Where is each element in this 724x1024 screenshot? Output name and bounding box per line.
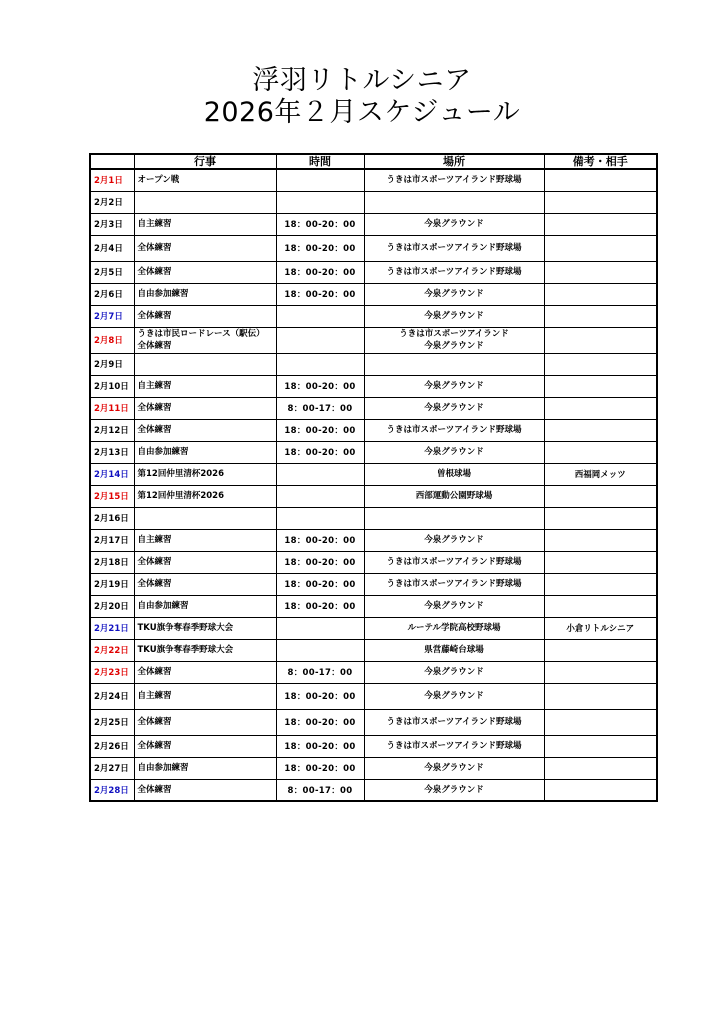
- event-line: TKU旗争奪春季野球大会: [137, 645, 234, 655]
- place-line: 今泉グラウンド: [424, 403, 484, 413]
- event-line: 自由参加練習: [137, 447, 189, 457]
- cell-place: [364, 595, 544, 617]
- cell-date: 2月15日: [90, 485, 134, 507]
- cell-date: 2月18日: [90, 551, 134, 573]
- cell-time: [276, 327, 364, 353]
- cell-event: [134, 683, 276, 709]
- header-note: 備考・相手: [544, 154, 657, 169]
- event-line: 全体練習: [137, 243, 172, 253]
- table-row: [90, 353, 657, 375]
- table-row: [90, 191, 657, 213]
- table-row: [90, 507, 657, 529]
- cell-place: [364, 735, 544, 757]
- cell-date: 2月21日: [90, 617, 134, 639]
- cell-place: [364, 683, 544, 709]
- cell-event: [134, 169, 276, 191]
- place-line: 今泉グラウンド: [424, 341, 484, 351]
- cell-event: [134, 529, 276, 551]
- cell-event: [134, 283, 276, 305]
- table-row: [90, 639, 657, 661]
- place-line: 今泉グラウンド: [424, 289, 484, 299]
- event-line: 全体練習: [137, 741, 172, 751]
- cell-event: [134, 419, 276, 441]
- place-line: 今泉グラウンド: [424, 784, 484, 795]
- cell-time: [276, 485, 364, 507]
- cell-note: 西福岡メッツ: [544, 463, 657, 485]
- place-line: うきは市スポーツアイランド野球場: [386, 243, 522, 253]
- cell-note: [544, 169, 657, 191]
- place-line: 今泉グラウンド: [424, 311, 484, 321]
- cell-event: [134, 779, 276, 801]
- cell-time: 8：00-17：00: [276, 661, 364, 683]
- event-line: TKU旗争奪春季野球大会: [137, 623, 234, 633]
- cell-time: 18：00-20：00: [276, 551, 364, 573]
- cell-event: [134, 639, 276, 661]
- cell-event: [134, 191, 276, 213]
- cell-note: [544, 779, 657, 801]
- table-row: [90, 375, 657, 397]
- table-row: [90, 779, 657, 801]
- cell-note: [544, 661, 657, 683]
- cell-place: [364, 661, 544, 683]
- cell-date: 2月12日: [90, 419, 134, 441]
- cell-time: [276, 463, 364, 485]
- event-line: 全体練習: [137, 557, 172, 567]
- table-row: [90, 305, 657, 327]
- cell-date: 2月13日: [90, 441, 134, 463]
- cell-event: [134, 617, 276, 639]
- place-line: 西部運動公園野球場: [415, 491, 493, 501]
- event-line: 全体練習: [137, 341, 172, 351]
- cell-date: 2月4日: [90, 235, 134, 261]
- cell-place: [364, 709, 544, 735]
- cell-place: [364, 507, 544, 529]
- cell-note: [544, 191, 657, 213]
- cell-event: [134, 375, 276, 397]
- table-row: [90, 397, 657, 419]
- cell-place: [364, 779, 544, 801]
- cell-place: [364, 305, 544, 327]
- cell-note: [544, 213, 657, 235]
- table-row: [90, 235, 657, 261]
- cell-date: 2月26日: [90, 735, 134, 757]
- cell-place: [364, 261, 544, 283]
- cell-place: [364, 529, 544, 551]
- table-row: [90, 709, 657, 735]
- table-row: [90, 169, 657, 191]
- cell-date: 2月17日: [90, 529, 134, 551]
- table-row: [90, 261, 657, 283]
- cell-time: [276, 353, 364, 375]
- cell-event: [134, 261, 276, 283]
- place-line: うきは市スポーツアイランド野球場: [386, 267, 522, 277]
- cell-note: [544, 683, 657, 709]
- event-line: 自主練習: [137, 535, 172, 545]
- cell-place: [364, 375, 544, 397]
- cell-note: [544, 327, 657, 353]
- header-time: 時間: [276, 154, 364, 169]
- cell-note: [544, 735, 657, 757]
- cell-place: [364, 639, 544, 661]
- cell-date: 2月1日: [90, 169, 134, 191]
- place-line: うきは市スポーツアイランド野球場: [386, 579, 522, 589]
- cell-note: [544, 551, 657, 573]
- cell-time: 18：00-20：00: [276, 213, 364, 235]
- event-line: 全体練習: [137, 579, 172, 589]
- cell-place: [364, 353, 544, 375]
- cell-event: [134, 397, 276, 419]
- table-row: [90, 441, 657, 463]
- cell-event: [134, 353, 276, 375]
- place-line: 今泉グラウンド: [424, 601, 484, 611]
- event-line: 自由参加練習: [137, 763, 189, 773]
- cell-time: [276, 169, 364, 191]
- table-row: [90, 419, 657, 441]
- cell-note: [544, 235, 657, 261]
- place-line: 今泉グラウンド: [424, 691, 484, 701]
- table-row: [90, 617, 657, 639]
- cell-note: [544, 573, 657, 595]
- cell-date: 2月19日: [90, 573, 134, 595]
- cell-event: [134, 327, 276, 353]
- cell-time: 18：00-20：00: [276, 573, 364, 595]
- place-line: 今泉グラウンド: [424, 447, 484, 457]
- cell-time: 18：00-20：00: [276, 709, 364, 735]
- header-event: 行事: [134, 154, 276, 169]
- cell-time: 18：00-20：00: [276, 441, 364, 463]
- event-line: 全体練習: [137, 717, 172, 727]
- cell-note: [544, 507, 657, 529]
- cell-time: 18：00-20：00: [276, 529, 364, 551]
- cell-event: [134, 551, 276, 573]
- cell-date: 2月14日: [90, 463, 134, 485]
- cell-time: 8：00-17：00: [276, 397, 364, 419]
- cell-date: 2月11日: [90, 397, 134, 419]
- cell-place: [364, 169, 544, 191]
- cell-time: 18：00-20：00: [276, 735, 364, 757]
- cell-note: [544, 757, 657, 779]
- table-row: [90, 213, 657, 235]
- header-place: 場所: [364, 154, 544, 169]
- cell-time: 18：00-20：00: [276, 757, 364, 779]
- place-line: うきは市スポーツアイランド: [399, 329, 509, 339]
- cell-event: [134, 235, 276, 261]
- cell-time: 18：00-20：00: [276, 419, 364, 441]
- event-line: 全体練習: [137, 311, 172, 321]
- cell-note: [544, 305, 657, 327]
- cell-place: [364, 397, 544, 419]
- event-line: 自主練習: [137, 381, 172, 391]
- place-line: うきは市スポーツアイランド野球場: [386, 425, 522, 435]
- place-line: うきは市スポーツアイランド野球場: [386, 175, 522, 186]
- event-line: うきは市民ロードレース（駅伝）: [137, 329, 265, 339]
- cell-note: [544, 485, 657, 507]
- cell-time: 18：00-20：00: [276, 375, 364, 397]
- event-line: 自由参加練習: [137, 601, 189, 611]
- table-header-row: [90, 154, 657, 169]
- cell-note: 小倉リトルシニア: [544, 617, 657, 639]
- cell-date: 2月2日: [90, 191, 134, 213]
- cell-place: [364, 463, 544, 485]
- cell-time: 18：00-20：00: [276, 595, 364, 617]
- cell-place: [364, 441, 544, 463]
- table-row: [90, 757, 657, 779]
- cell-note: [544, 529, 657, 551]
- cell-event: [134, 441, 276, 463]
- cell-event: [134, 463, 276, 485]
- place-line: 今泉グラウンド: [424, 667, 484, 677]
- cell-note: [544, 595, 657, 617]
- cell-time: 8：00-17：00: [276, 779, 364, 801]
- cell-event: [134, 595, 276, 617]
- schedule-table: [89, 153, 658, 802]
- cell-place: [364, 213, 544, 235]
- place-line: 曽根球場: [436, 469, 471, 479]
- cell-date: 2月9日: [90, 353, 134, 375]
- cell-time: 18：00-20：00: [276, 235, 364, 261]
- cell-place: [364, 419, 544, 441]
- cell-date: 2月5日: [90, 261, 134, 283]
- place-line: 今泉グラウンド: [424, 219, 484, 229]
- cell-place: [364, 573, 544, 595]
- event-line: 自主練習: [137, 219, 172, 229]
- table-row: [90, 683, 657, 709]
- cell-date: 2月27日: [90, 757, 134, 779]
- cell-note: [544, 639, 657, 661]
- event-line: 全体練習: [137, 667, 172, 677]
- table-row: [90, 573, 657, 595]
- event-line: 全体練習: [137, 784, 172, 795]
- cell-time: [276, 507, 364, 529]
- event-line: 第12回仲里清杯2026: [137, 469, 224, 479]
- cell-time: 18：00-20：00: [276, 683, 364, 709]
- cell-place: [364, 757, 544, 779]
- cell-event: [134, 709, 276, 735]
- cell-event: [134, 305, 276, 327]
- table-row: [90, 485, 657, 507]
- cell-place: [364, 283, 544, 305]
- cell-date: 2月23日: [90, 661, 134, 683]
- header-date: [90, 154, 134, 169]
- schedule-body: [90, 169, 657, 801]
- cell-date: 2月16日: [90, 507, 134, 529]
- cell-event: [134, 507, 276, 529]
- cell-time: [276, 639, 364, 661]
- cell-event: [134, 573, 276, 595]
- cell-date: 2月28日: [90, 779, 134, 801]
- cell-note: [544, 353, 657, 375]
- cell-note: [544, 441, 657, 463]
- cell-note: [544, 419, 657, 441]
- event-line: 全体練習: [137, 403, 172, 413]
- cell-note: [544, 709, 657, 735]
- place-line: うきは市スポーツアイランド野球場: [386, 717, 522, 727]
- event-line: 自由参加練習: [137, 289, 189, 299]
- cell-place: [364, 235, 544, 261]
- cell-place: [364, 551, 544, 573]
- cell-place: [364, 485, 544, 507]
- cell-date: 2月22日: [90, 639, 134, 661]
- place-line: うきは市スポーツアイランド野球場: [386, 741, 522, 751]
- cell-note: [544, 261, 657, 283]
- cell-time: [276, 191, 364, 213]
- page-subtitle: 2026年２月スケジュール: [203, 97, 521, 128]
- cell-date: 2月7日: [90, 305, 134, 327]
- table-row: [90, 735, 657, 757]
- place-line: うきは市スポーツアイランド野球場: [386, 557, 522, 567]
- event-line: 全体練習: [137, 425, 172, 435]
- place-line: 今泉グラウンド: [424, 535, 484, 545]
- event-line: 自主練習: [137, 691, 172, 701]
- table-row: [90, 463, 657, 485]
- cell-event: [134, 213, 276, 235]
- page-title: 浮羽リトルシニア: [252, 65, 472, 96]
- event-line: オープン戦: [137, 175, 180, 186]
- cell-note: [544, 283, 657, 305]
- cell-event: [134, 661, 276, 683]
- place-line: ルーテル学院高校野球場: [407, 623, 501, 633]
- table-row: [90, 661, 657, 683]
- cell-time: [276, 305, 364, 327]
- cell-date: 2月10日: [90, 375, 134, 397]
- cell-date: 2月25日: [90, 709, 134, 735]
- cell-place: [364, 617, 544, 639]
- place-line: 県営藤崎台球場: [424, 645, 484, 655]
- cell-time: 18：00-20：00: [276, 261, 364, 283]
- cell-note: [544, 375, 657, 397]
- table-row: [90, 327, 657, 353]
- cell-date: 2月20日: [90, 595, 134, 617]
- event-line: 全体練習: [137, 267, 172, 277]
- cell-date: 2月3日: [90, 213, 134, 235]
- place-line: 今泉グラウンド: [424, 763, 484, 773]
- place-line: 今泉グラウンド: [424, 381, 484, 391]
- table-row: [90, 283, 657, 305]
- event-line: 第12回仲里清杯2026: [137, 491, 224, 501]
- cell-time: 18：00-20：00: [276, 283, 364, 305]
- cell-date: 2月24日: [90, 683, 134, 709]
- cell-event: [134, 757, 276, 779]
- cell-time: [276, 617, 364, 639]
- cell-note: [544, 397, 657, 419]
- cell-event: [134, 485, 276, 507]
- cell-event: [134, 735, 276, 757]
- cell-date: 2月8日: [90, 327, 134, 353]
- cell-place: [364, 327, 544, 353]
- table-row: [90, 551, 657, 573]
- cell-place: [364, 191, 544, 213]
- table-row: [90, 529, 657, 551]
- cell-date: 2月6日: [90, 283, 134, 305]
- table-row: [90, 595, 657, 617]
